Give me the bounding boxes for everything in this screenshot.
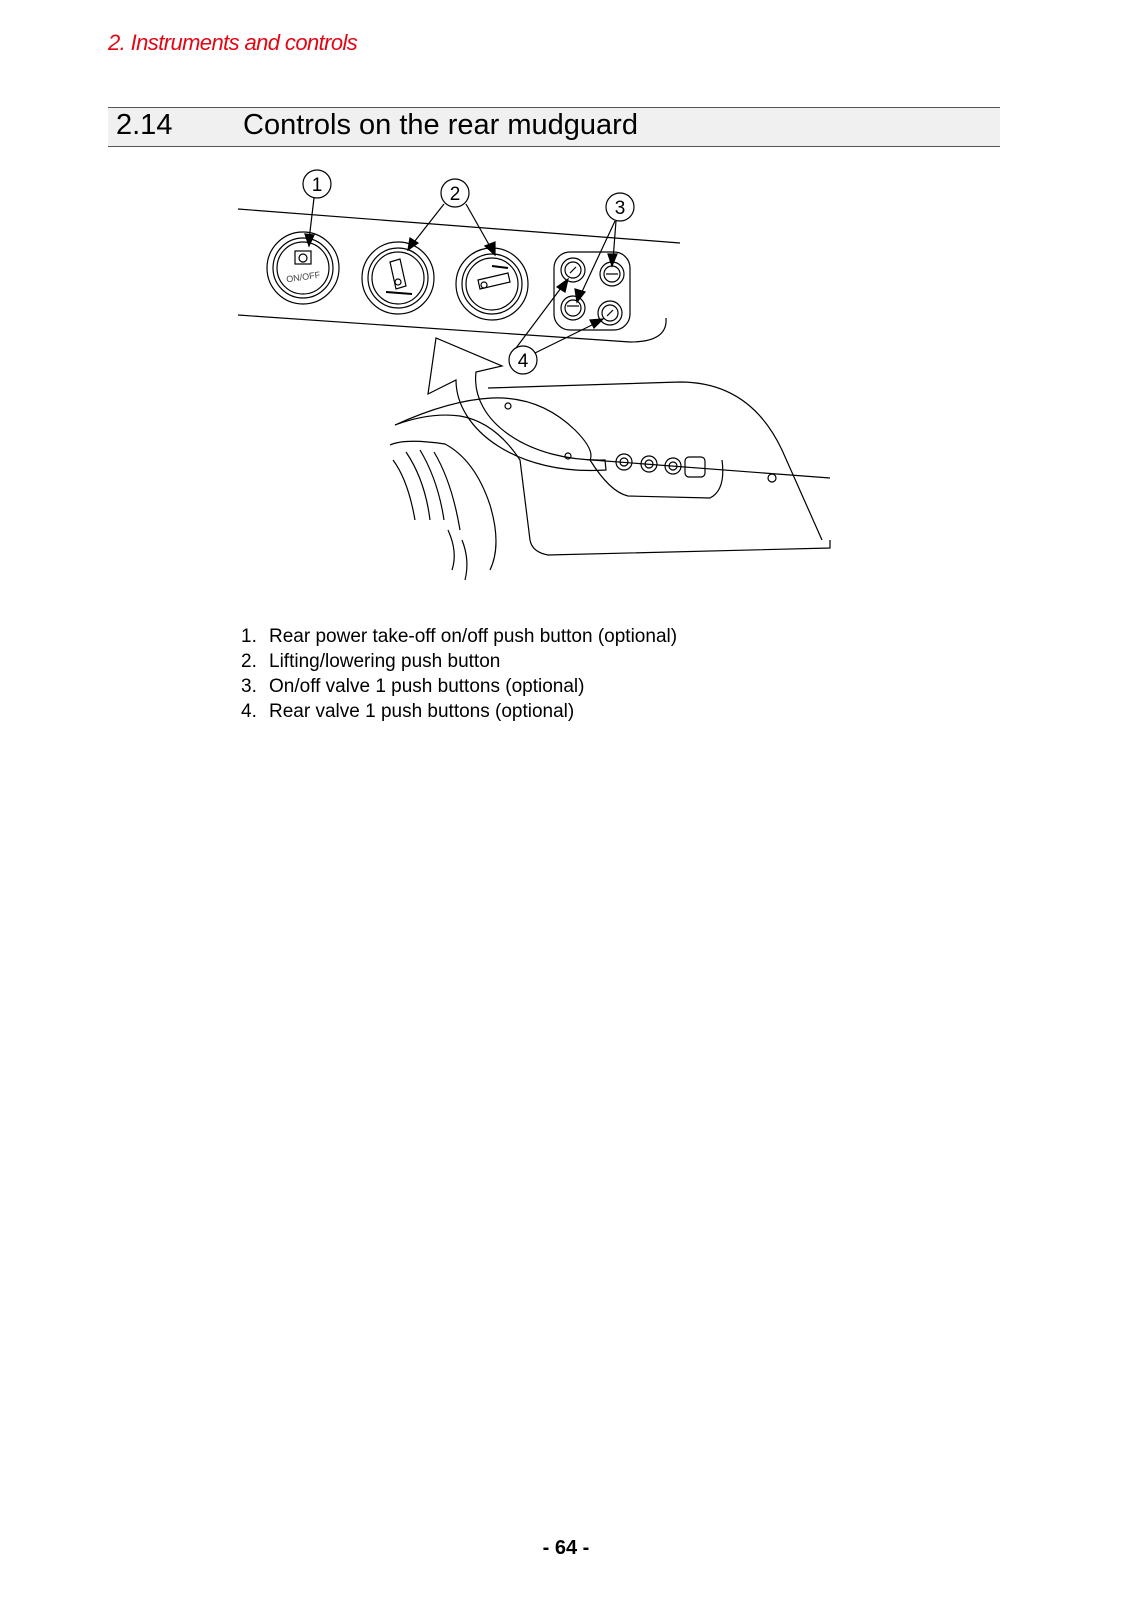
- callout-4: [509, 279, 603, 374]
- mudguard-icon: [390, 382, 830, 580]
- section-number: 2.14: [116, 109, 173, 141]
- pto-switch-icon: [267, 232, 339, 304]
- section-heading: [108, 107, 1000, 147]
- list-item: 2. Lifting/lowering push button: [241, 651, 501, 672]
- mudguard-controls-illustration: [230, 160, 870, 600]
- list-item: 3. On/off valve 1 push buttons (optional): [241, 676, 585, 697]
- on-off-label: ON/OFF: [285, 269, 321, 285]
- svg-text:2: 2: [449, 184, 461, 205]
- section-title: Controls on the rear mudguard: [243, 109, 638, 141]
- chapter-header: 2. Instruments and controls: [108, 30, 358, 55]
- callout-2: [408, 179, 495, 255]
- lower-icon: [456, 248, 528, 320]
- svg-text:1: 1: [311, 175, 323, 196]
- list-item: 1. Rear power take-off on/off push button (optional): [241, 626, 678, 647]
- legend-list: [241, 624, 677, 724]
- svg-text:3: 3: [614, 198, 626, 219]
- lift-icon: [362, 242, 434, 314]
- page-number: - 64 -: [542, 1537, 590, 1559]
- svg-text:4: 4: [517, 351, 529, 372]
- list-item: 4. Rear valve 1 push buttons (optional): [241, 701, 575, 722]
- callout-3: [575, 193, 634, 302]
